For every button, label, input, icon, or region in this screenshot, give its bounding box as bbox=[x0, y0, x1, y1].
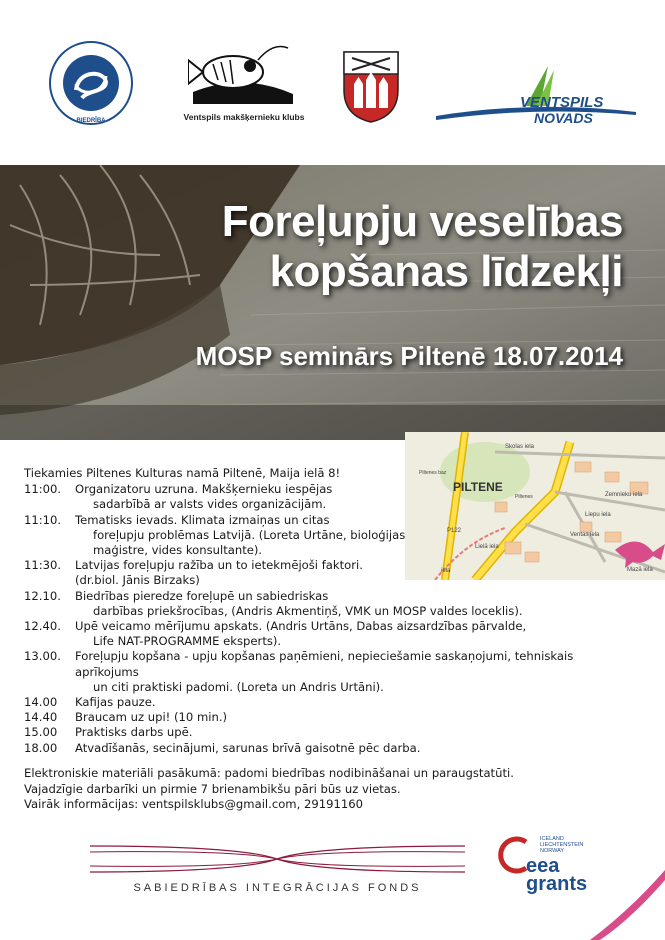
program-item bbox=[24, 619, 639, 649]
hero-title bbox=[222, 197, 623, 297]
eea-countries bbox=[540, 836, 583, 854]
sif-waves-icon bbox=[90, 838, 465, 880]
eea-country: LIECHTENSTEIN bbox=[540, 842, 584, 848]
coat-of-arms-icon bbox=[342, 50, 400, 124]
hero-subtitle: MOSP seminārs Piltenē 18.07.2014 bbox=[195, 341, 623, 371]
info-line: Vajadzīgie darbarīki un pirmie 7 brienambikšu pāri būs uz vietas. bbox=[24, 781, 401, 796]
mosp-logo bbox=[48, 40, 134, 126]
grants-word: grants bbox=[526, 873, 588, 895]
map-place-label: Piltenes baz bbox=[419, 470, 447, 476]
program-item bbox=[24, 589, 639, 619]
program-line: Upē veicamo mērījumu apskats. (Andris Urtāns, Dabas aizsardzības pārvalde, bbox=[75, 619, 527, 634]
club-name: Ventspils makšķernieku klubs bbox=[183, 112, 305, 122]
map-street-label: Liepu iela bbox=[585, 512, 611, 518]
program-item bbox=[24, 649, 639, 695]
contact-line[interactable]: Vairāk informācijas: ventspilsklubs@gmail.com, 29191160 bbox=[24, 797, 363, 811]
program-time: 11:30. bbox=[24, 558, 62, 573]
program-text bbox=[75, 619, 639, 649]
program-time: 12.40. bbox=[24, 619, 61, 634]
map-street-label: Lielā iela bbox=[475, 544, 499, 550]
program-text: Praktisks darbs upē. bbox=[75, 725, 193, 740]
program-line: Tematisks ievads. Klimata izmaiņas un citas bbox=[75, 512, 330, 527]
program-time: 11:00. bbox=[24, 482, 62, 497]
program-text bbox=[75, 589, 639, 619]
program-time: 11:10. bbox=[24, 512, 62, 527]
info-line: Elektroniskie materiāli pasākumā: padomi biedrības nodibināšanai un paraugstatūti. bbox=[24, 766, 514, 780]
map-street-label: Skolas iela bbox=[505, 444, 535, 450]
sif-logo bbox=[90, 838, 465, 898]
program-line: Biedrības pieredze foreļupē un sabiedriskas bbox=[75, 588, 329, 603]
logo-row bbox=[0, 0, 665, 165]
program-line: (dr.biol. Jānis Birzaks) bbox=[75, 573, 200, 588]
program-line: maģistre, vides konsultante). bbox=[93, 543, 263, 558]
eea-country: ICELAND bbox=[540, 836, 564, 842]
program-time: 18.00 bbox=[24, 740, 58, 755]
sif-name: SABIEDRĪBAS INTEGRĀCIJAS FONDS bbox=[133, 882, 422, 894]
program-text bbox=[75, 649, 639, 695]
program-item bbox=[24, 741, 639, 756]
club-fish-logo bbox=[188, 42, 298, 110]
program-text bbox=[75, 558, 639, 588]
program-text: Braucam uz upi! (10 min.) bbox=[75, 710, 228, 725]
hero-photo bbox=[0, 165, 665, 440]
map-street-label: Zemnieku iela bbox=[605, 492, 643, 498]
hero-title-line1: Foreļupju veselības bbox=[221, 197, 623, 246]
program-item bbox=[24, 725, 639, 740]
program-item bbox=[24, 695, 639, 710]
program-line: Foreļupju kopšana - upju kopšanas paņēmieni, nepieciešamie saskaņojumi, tehniskais aprīkojums bbox=[75, 649, 574, 679]
program-time: 14.00 bbox=[24, 695, 58, 710]
hero-title-line2: kopšanas līdzekļi bbox=[269, 247, 623, 296]
program-text bbox=[75, 482, 639, 512]
map-street-label: iela bbox=[441, 568, 451, 574]
program-item bbox=[24, 710, 639, 725]
program-line: un citi praktiski padomi. (Loreta un Andris Urtāni). bbox=[93, 679, 384, 694]
program-text: Atvadīšanās, secinājumi, sarunas brīvā gaisotnē pēc darba. bbox=[75, 740, 421, 755]
corner-swoosh bbox=[590, 870, 665, 940]
program-line: Life NAT-PROGRAMME eksperts). bbox=[93, 634, 282, 649]
program-line: Organizatoru uzruna. Makšķernieku iespējas bbox=[75, 482, 333, 497]
program-intro: Tiekamies Piltenes Kulturas namā Piltenē, Maija ielā 8! bbox=[24, 466, 341, 480]
program-item bbox=[24, 482, 639, 512]
program-line: Latvijas foreļupju ražība un to ietekmējoši faktori. bbox=[75, 558, 363, 573]
program-time: 13.00. bbox=[24, 649, 61, 664]
map-place-label: Piltenes bbox=[515, 494, 533, 500]
map-town-label: PILTENE bbox=[453, 480, 503, 494]
program-line: foreļupju problēmas Latvijā. (Loreta Urtāne, bioloģijas bbox=[93, 527, 406, 542]
map-street-label: Mazā iela bbox=[627, 567, 653, 573]
program-text: Kafijas pauze. bbox=[75, 695, 156, 710]
program-item bbox=[24, 558, 639, 588]
map-street-label: Ventas iela bbox=[570, 532, 600, 538]
mosp-bottom-text: BIEDRĪBA bbox=[76, 118, 106, 124]
program-line: darbības priekšrocības, (Andris Akmentiņš, VMK un MOSP valdes loceklis). bbox=[93, 603, 523, 618]
program-list bbox=[24, 466, 639, 756]
additional-info bbox=[24, 766, 624, 813]
novads-line1: VENTSPILS bbox=[520, 94, 604, 111]
program-time: 12.10. bbox=[24, 588, 61, 603]
novads-line2: NOVADS bbox=[534, 110, 593, 126]
program-item bbox=[24, 513, 639, 559]
map-road-label: P122 bbox=[447, 528, 462, 534]
program-time: 15.00 bbox=[24, 725, 58, 740]
program-line: sadarbībā ar valsts vides organizācijām. bbox=[93, 497, 327, 512]
program-text bbox=[75, 513, 639, 559]
eea-word: eea bbox=[526, 855, 560, 877]
program-time: 14.40 bbox=[24, 710, 58, 725]
eea-country: NORWAY bbox=[540, 848, 565, 854]
